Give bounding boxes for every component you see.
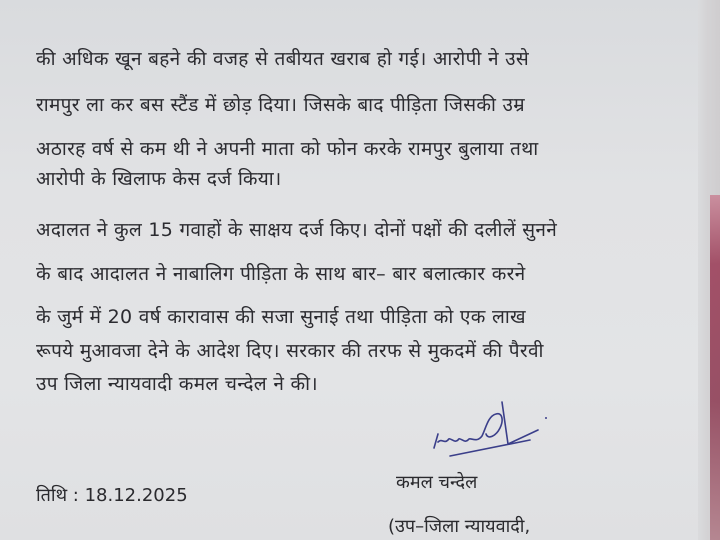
text-line: के जुर्म में 20 वर्ष कारावास की सजा सुनाई तथा पीड़िता को एक लाख	[36, 306, 526, 328]
text-line: आरोपी के खिलाफ केस दर्ज किया।	[36, 168, 282, 190]
text-line: अठारह वर्ष से कम थी ने अपनी माता को फोन करके रामपुर बुलाया तथा	[36, 138, 539, 160]
signer-name: कमल चन्देल	[396, 472, 478, 493]
document-date: तिथि : 18.12.2025	[36, 485, 188, 506]
red-cover-edge	[710, 195, 720, 540]
text-line: अदालत ने कुल 15 गवाहों के साक्षय दर्ज किए। दोनों पक्षों की दलीलें सुनने	[36, 219, 558, 241]
text-line: के बाद आदालत ने नाबालिग पीड़िता के साथ बार– बार बलात्कार करने	[36, 263, 526, 285]
text-line: रूपये मुआवजा देने के आदेश दिए। सरकार की तरफ से मुकदमें की पैरवी	[36, 340, 544, 362]
text-line: रामपुर ला कर बस स्टैंड में छोड़ दिया। जिसके बाद पीड़िता जिसकी उम्र	[36, 94, 525, 116]
signature-mark	[430, 400, 550, 460]
text-line: उप जिला न्यायवादी कमल चन्देल ने की।	[36, 373, 318, 395]
text-line: की अधिक खून बहने की वजह से तबीयत खराब हो गई। आरोपी ने उसे	[36, 48, 530, 70]
signer-title: (उप–जिला न्यायवादी,	[388, 516, 531, 537]
